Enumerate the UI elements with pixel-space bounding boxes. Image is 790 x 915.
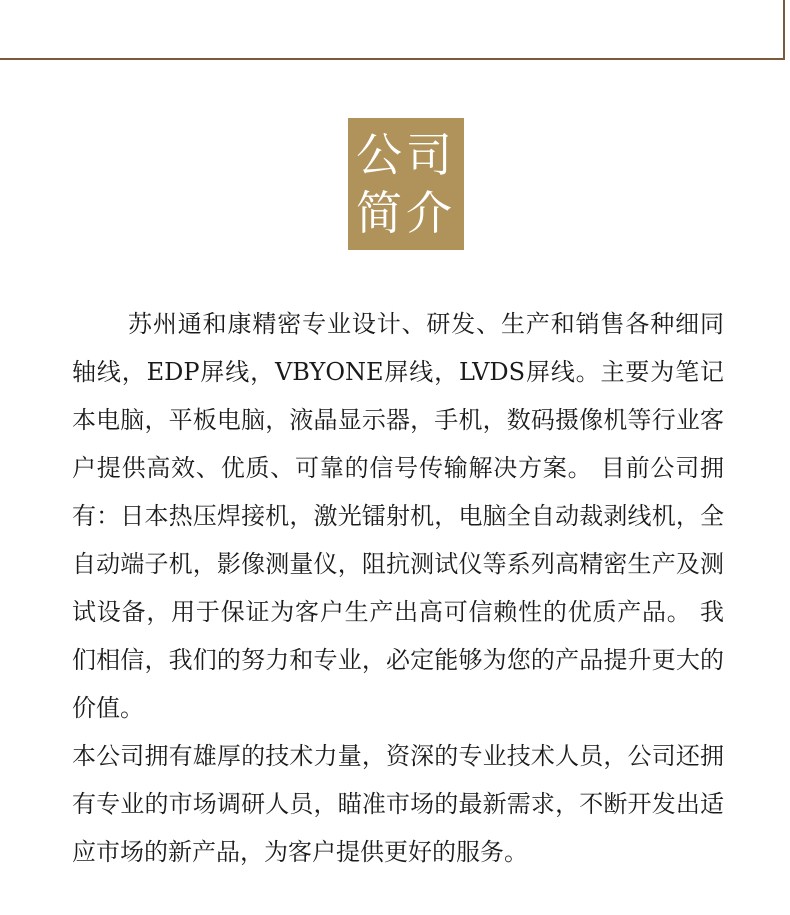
top-frame — [0, 0, 785, 60]
title-line-1: 公司 — [356, 128, 456, 182]
title-line-2: 简介 — [356, 186, 456, 240]
intro-paragraph-1: 苏州通和康精密专业设计、研发、生产和销售各种细同轴线，EDP屏线，VBYONE屏线，LVDS屏线。主要为笔记本电脑，平板电脑，液晶显示器，手机，数码摄像机等行业客户提供高效、优质、可靠的信号传输解决方案。 目前公司拥有：日本热压焊接机，激光镭射机，电脑全自动裁剥线机，全自动端子机，影像测量仪，阻抗测试仪等系列高精密生产及测试设备，用于保证为客户生产出高可信赖性的优质产品。 我们相信，我们的努力和专业，必定能够为您的产品提升更大的价值。 — [72, 310, 724, 722]
company-intro-text — [72, 300, 724, 876]
intro-paragraph-2: 本公司拥有雄厚的技术力量，资深的专业技术人员，公司还拥有专业的市场调研人员，瞄准市场的最新需求，不断开发出适应市场的新产品，为客户提供更好的服务。 — [72, 742, 724, 866]
section-title-badge — [348, 118, 464, 250]
